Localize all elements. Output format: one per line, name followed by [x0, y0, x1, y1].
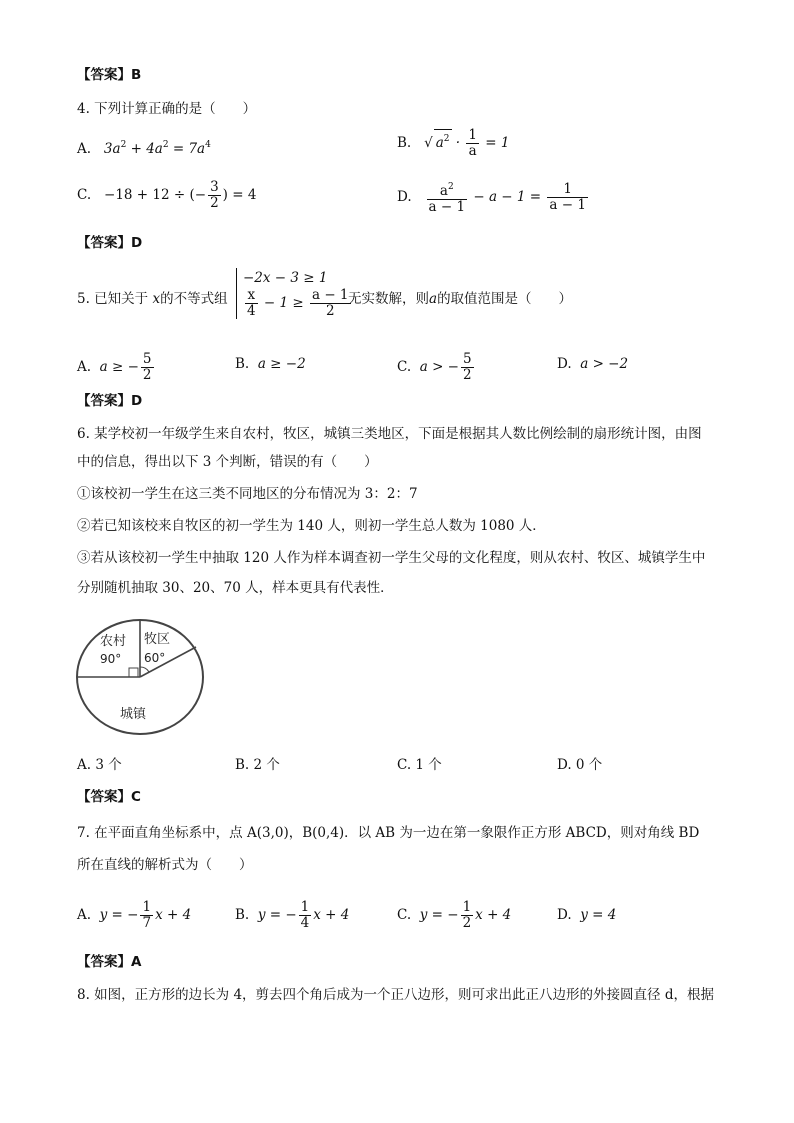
question-6-stem-line2: 中的信息，得出以下 3 个判断，错误的有（ ） — [77, 454, 378, 470]
question-6-item-3-line2: 分别随机抽取 30、20、70 人，样本更具有代表性． — [77, 580, 394, 596]
answer-q7: 【答案】A — [77, 954, 142, 970]
question-6-item-2: ②若已知该校来自牧区的初一学生为 140 人，则初一学生总人数为 1080 人． — [77, 518, 546, 534]
pie-label-pasture: 牧区 — [144, 632, 171, 647]
right-angle-mark — [129, 668, 138, 677]
q5-option-d: D. a > −2 — [557, 356, 629, 372]
q7-option-b: B. y = − $\frac{1}{4}$ x + 4 — [235, 899, 350, 931]
question-8-stem-line1: 8. 如图，正方形的边长为 4，剪去四个角后成为一个正八边形，则可求出此正八边形的外接圆直径 d，根据 — [77, 987, 714, 1003]
q6-option-a: A. 3 个 — [77, 757, 122, 773]
q6-option-b: B. 2 个 — [235, 757, 280, 773]
q5-option-a: A. a ≥ − $\frac{5}{2}$ — [77, 351, 152, 383]
q7-option-a: A. y = − $\frac{1}{7}$ x + 4 — [77, 899, 192, 931]
q5-ineq-1: −2x − 3 ≥ 1 — [243, 270, 328, 286]
q6-option-c: C. 1 个 — [397, 757, 442, 773]
question-4-stem: 4. 下列计算正确的是（ ） — [77, 101, 257, 117]
q4-option-b-expr: √ $a^2$ · $\frac{1}{a}$ = 1 — [424, 127, 510, 159]
pie-label-rural: 农村 — [100, 634, 127, 649]
q4-option-c-expr: −18 + 12 ÷ (− $\frac{3}{2}$ ) = 4 — [104, 179, 257, 211]
answer-q4: 【答案】D — [77, 235, 143, 251]
question-6-stem-line1: 6. 某学校初一年级学生来自农村，牧区，城镇三类地区，下面是根据其人数比例绘制的扇形统计图，由图 — [77, 426, 702, 442]
q4-option-c: C. −18 + 12 ÷ (− $\frac{3}{2}$ ) = 4 — [77, 179, 257, 211]
q5-inequality-system — [236, 268, 353, 319]
pie-label-town: 城镇 — [120, 707, 147, 722]
question-7-stem-line1: 7. 在平面直角坐标系中，点 A(3,0)，B(0,4)．以 AB 为一边在第一象限作正方形 ABCD，则对角线 BD — [77, 825, 700, 841]
q4-option-b: B. √ $a^2$ · $\frac{1}{a}$ = 1 — [397, 127, 510, 159]
answer-q3: 【答案】B — [77, 67, 142, 83]
q4-option-d-expr: $\frac{a^2}{a - 1}$ − a − 1 = $\frac{1}{a - 1}$ — [428, 181, 586, 215]
q4-option-d: D. $\frac{a^2}{a - 1}$ − a − 1 = $\frac{1}{a - 1}$ — [397, 180, 590, 215]
q7-option-d: D. y = 4 — [557, 907, 617, 923]
angle-arc-60 — [140, 667, 149, 672]
answer-q6: 【答案】C — [77, 789, 141, 805]
q6-option-d: D. 0 个 — [557, 757, 603, 773]
question-6-item-1: ①该校初一学生在这三类不同地区的分布情况为 3：2：7 — [77, 486, 418, 502]
q7-option-c: C. y = − $\frac{1}{2}$ x + 4 — [397, 899, 512, 931]
question-7-stem-line2: 所在直线的解析式为（ ） — [77, 857, 253, 873]
q5-ineq-2: $\frac{x}{4}$ − 1 ≥ $\frac{a - 1}{2}$ — [247, 287, 349, 319]
pie-label-pasture-angle: 60° — [144, 651, 166, 665]
question-6-item-3-line1: ③若从该校初一学生中抽取 120 人作为样本调查初一学生父母的文化程度，则从农村、牧区、城镇学生中 — [77, 550, 706, 566]
q4-option-a: A. $3a^2 + 4a^2 = 7a^4$ — [77, 140, 211, 157]
pie-chart — [70, 615, 240, 745]
pie-label-rural-angle: 90° — [100, 652, 122, 666]
question-5-stem-pre: 5. 已知关于 x的不等式组 — [77, 291, 228, 307]
question-5-stem-post: 无实数解，则a的取值范围是（ ） — [348, 291, 573, 307]
answer-q5: 【答案】D — [77, 393, 143, 409]
q5-option-b: B. a ≥ −2 — [235, 356, 306, 372]
q4-option-a-expr: $3a^2 + 4a^2 = 7a^4$ — [103, 140, 211, 157]
q5-option-c: C. a > − $\frac{5}{2}$ — [397, 351, 472, 383]
